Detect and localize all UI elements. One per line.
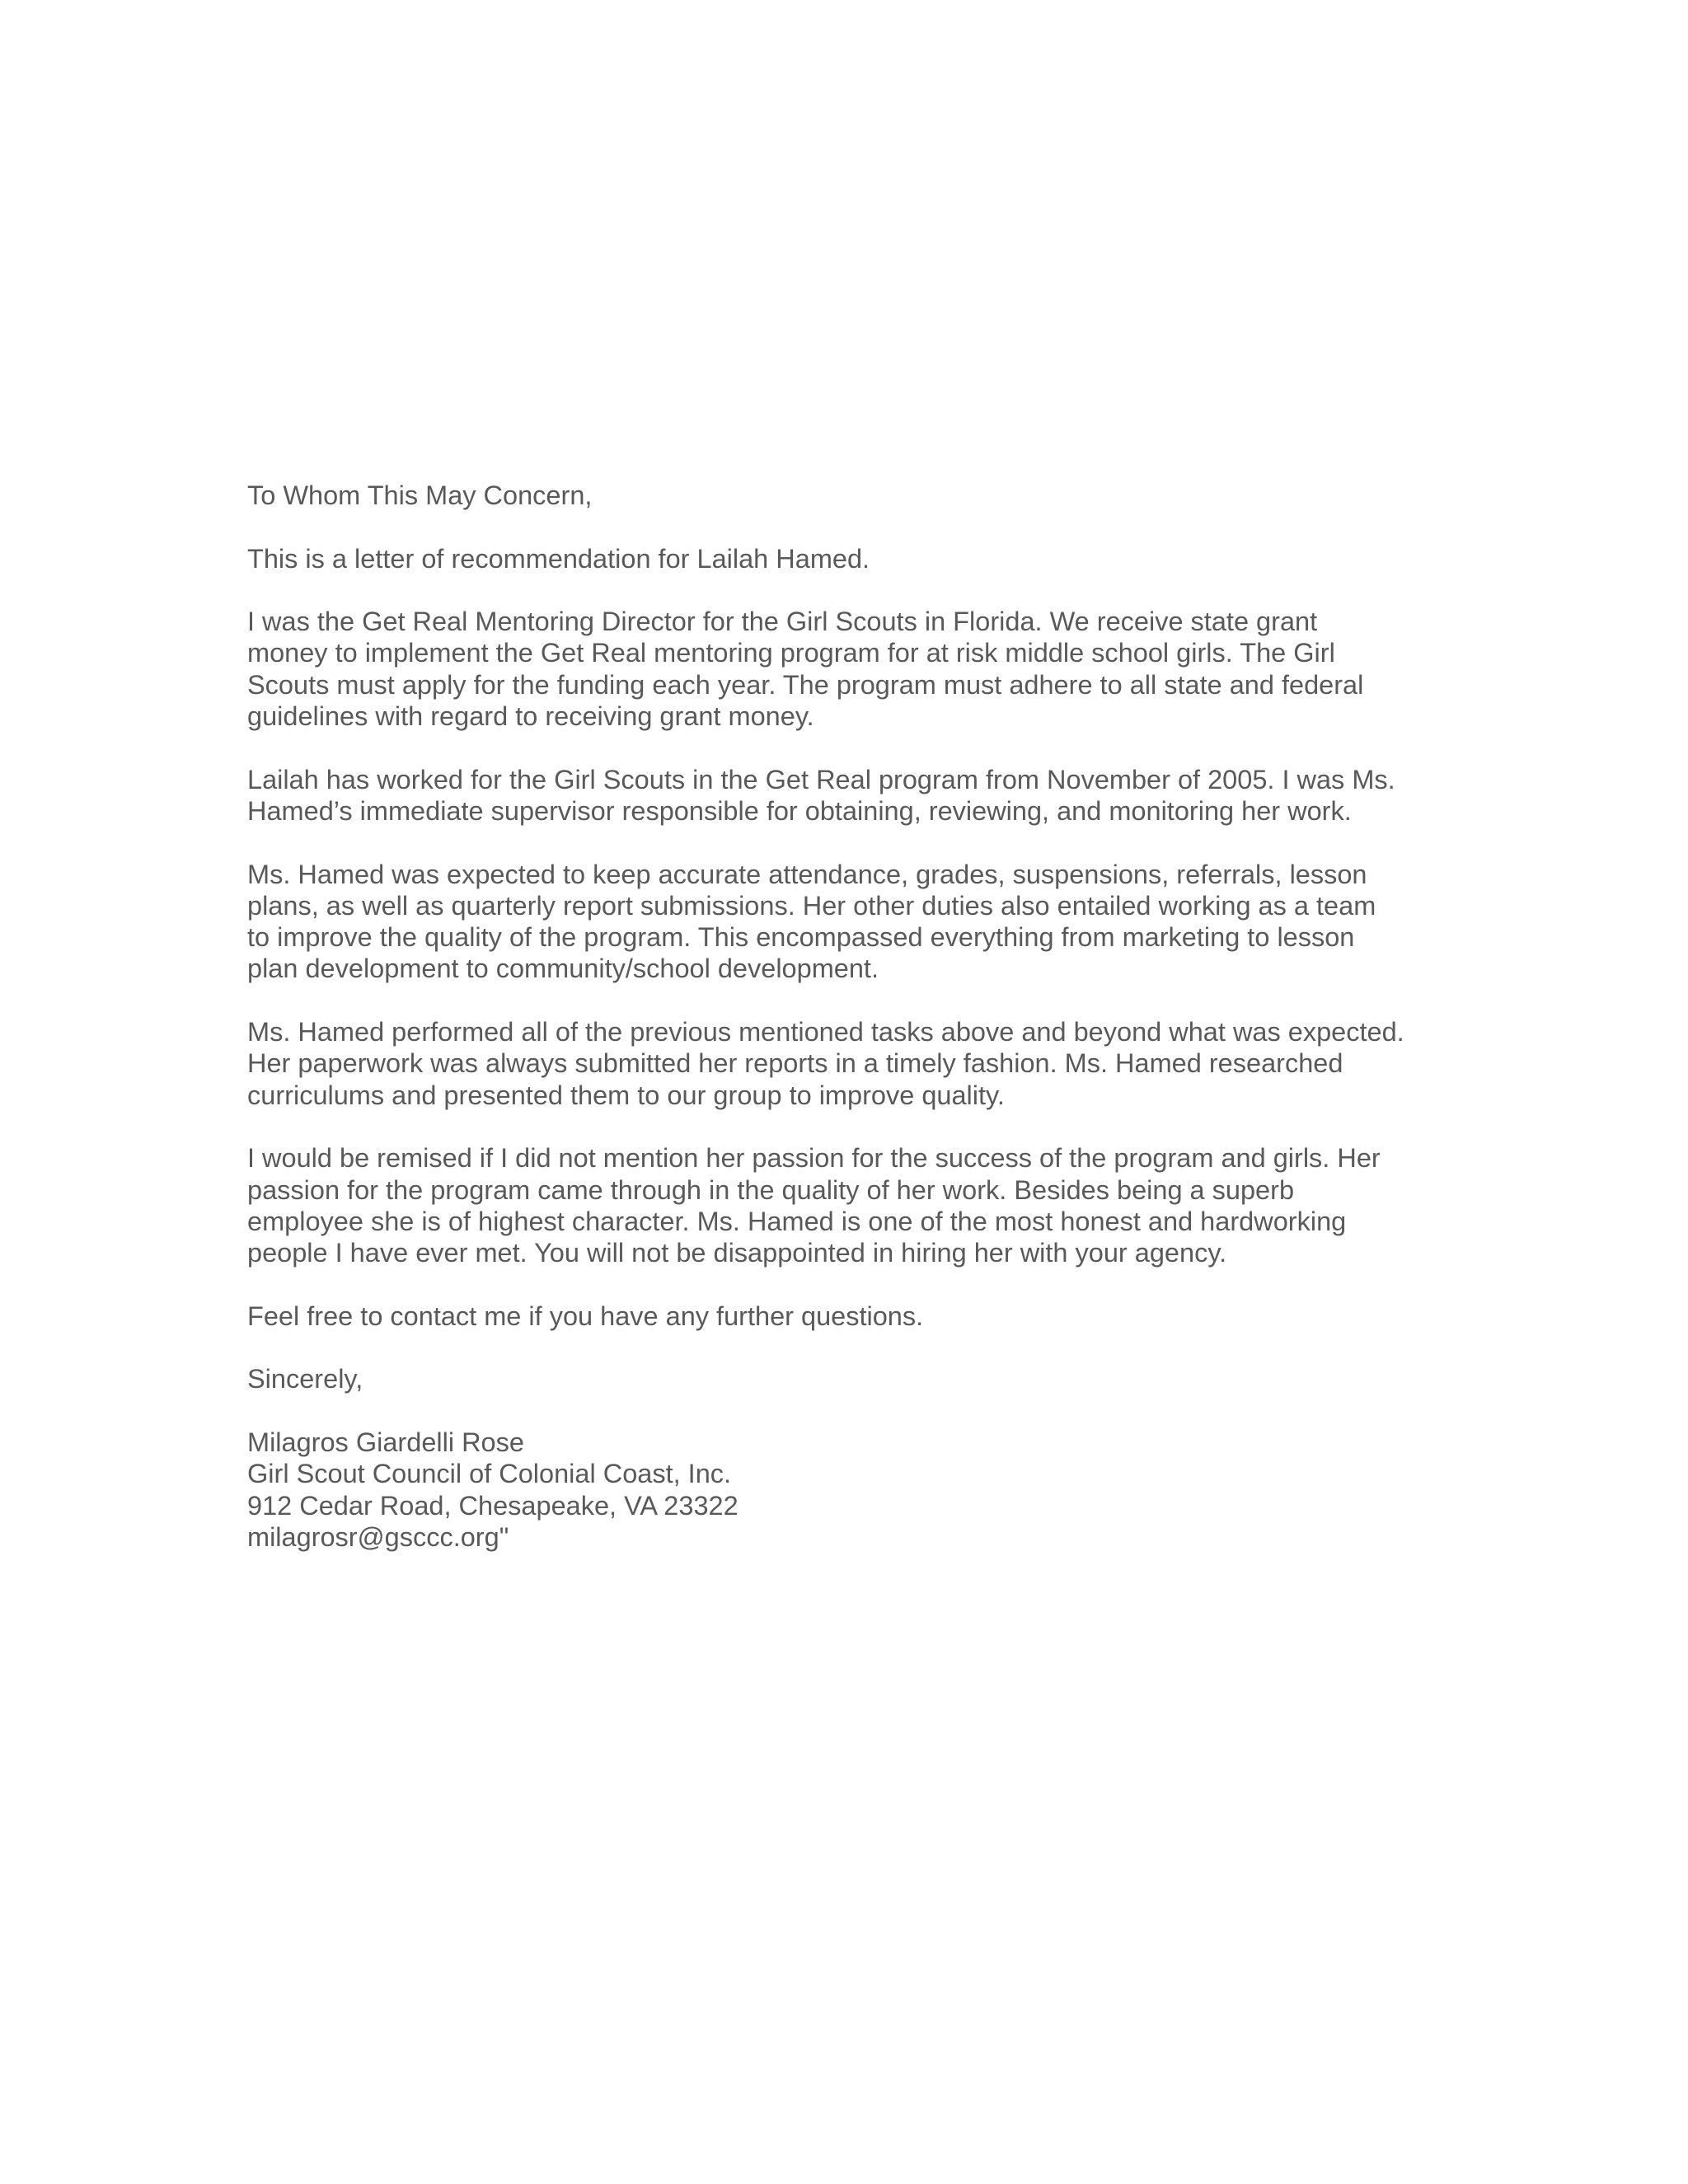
paragraph-line: Lailah has worked for the Girl Scouts in the Get Real program from November of 2005. I was Ms. xyxy=(247,764,1395,794)
paragraph-line: guidelines with regard to receiving grant money. xyxy=(247,701,814,732)
paragraph-line: employee she is of highest character. Ms. Hamed is one of the most honest and hardworking xyxy=(247,1206,1347,1236)
paragraph-line: I was the Get Real Mentoring Director for the Girl Scouts in Florida. We receive state grant xyxy=(247,607,1318,637)
signature-block xyxy=(247,1427,1459,1553)
paragraph-line: curriculums and presented them to our group to improve quality. xyxy=(247,1080,1005,1110)
paragraph-line: money to implement the Get Real mentoring program for at risk middle school girls. The Girl xyxy=(247,638,1335,668)
paragraph-performance xyxy=(247,1016,1459,1111)
paragraph-employment xyxy=(247,764,1459,827)
paragraph-line: Ms. Hamed performed all of the previous mentioned tasks above and beyond what was expected. xyxy=(247,1017,1404,1047)
salutation: To Whom This May Concern, xyxy=(247,480,593,510)
letter-body xyxy=(247,480,1459,1553)
paragraph-line: Hamed’s immediate supervisor responsible for obtaining, reviewing, and monitoring her work. xyxy=(247,795,1352,826)
paragraph-line: Her paperwork was always submitted her reports in a timely fashion. Ms. Hamed researched xyxy=(247,1048,1343,1079)
paragraph-role-description xyxy=(247,606,1459,732)
paragraph-line: people I have ever met. You will not be disappointed in hiring her with your agency. xyxy=(247,1238,1227,1268)
signer-organization: Girl Scout Council of Colonial Coast, Inc. xyxy=(247,1459,732,1489)
paragraph-character xyxy=(247,1142,1459,1268)
paragraph-line: plan development to community/school development. xyxy=(247,954,879,984)
paragraph-line: plans, as well as quarterly report submissions. Her other duties also entailed working as a team xyxy=(247,890,1376,921)
paragraph-line: passion for the program came through in the quality of her work. Besides being a superb xyxy=(247,1174,1295,1205)
intro-line: This is a letter of recommendation for Lailah Hamed. xyxy=(247,543,870,574)
sign-off: Sincerely, xyxy=(247,1364,363,1394)
paragraph-line: to improve the quality of the program. This encompassed everything from marketing to lesson xyxy=(247,922,1355,953)
signer-email: milagrosr@gsccc.org" xyxy=(247,1521,509,1552)
signer-name: Milagros Giardelli Rose xyxy=(247,1427,524,1457)
signer-address: 912 Cedar Road, Chesapeake, VA 23322 xyxy=(247,1490,738,1521)
paragraph-line: Scouts must apply for the funding each year. The program must adhere to all state and federal xyxy=(247,669,1364,700)
closing-note: Feel free to contact me if you have any further questions. xyxy=(247,1301,924,1331)
paragraph-duties xyxy=(247,859,1459,985)
paragraph-line: Ms. Hamed was expected to keep accurate attendance, grades, suspensions, referrals, lesson xyxy=(247,859,1367,889)
paragraph-line: I would be remised if I did not mention her passion for the success of the program and girls. Her xyxy=(247,1143,1381,1174)
